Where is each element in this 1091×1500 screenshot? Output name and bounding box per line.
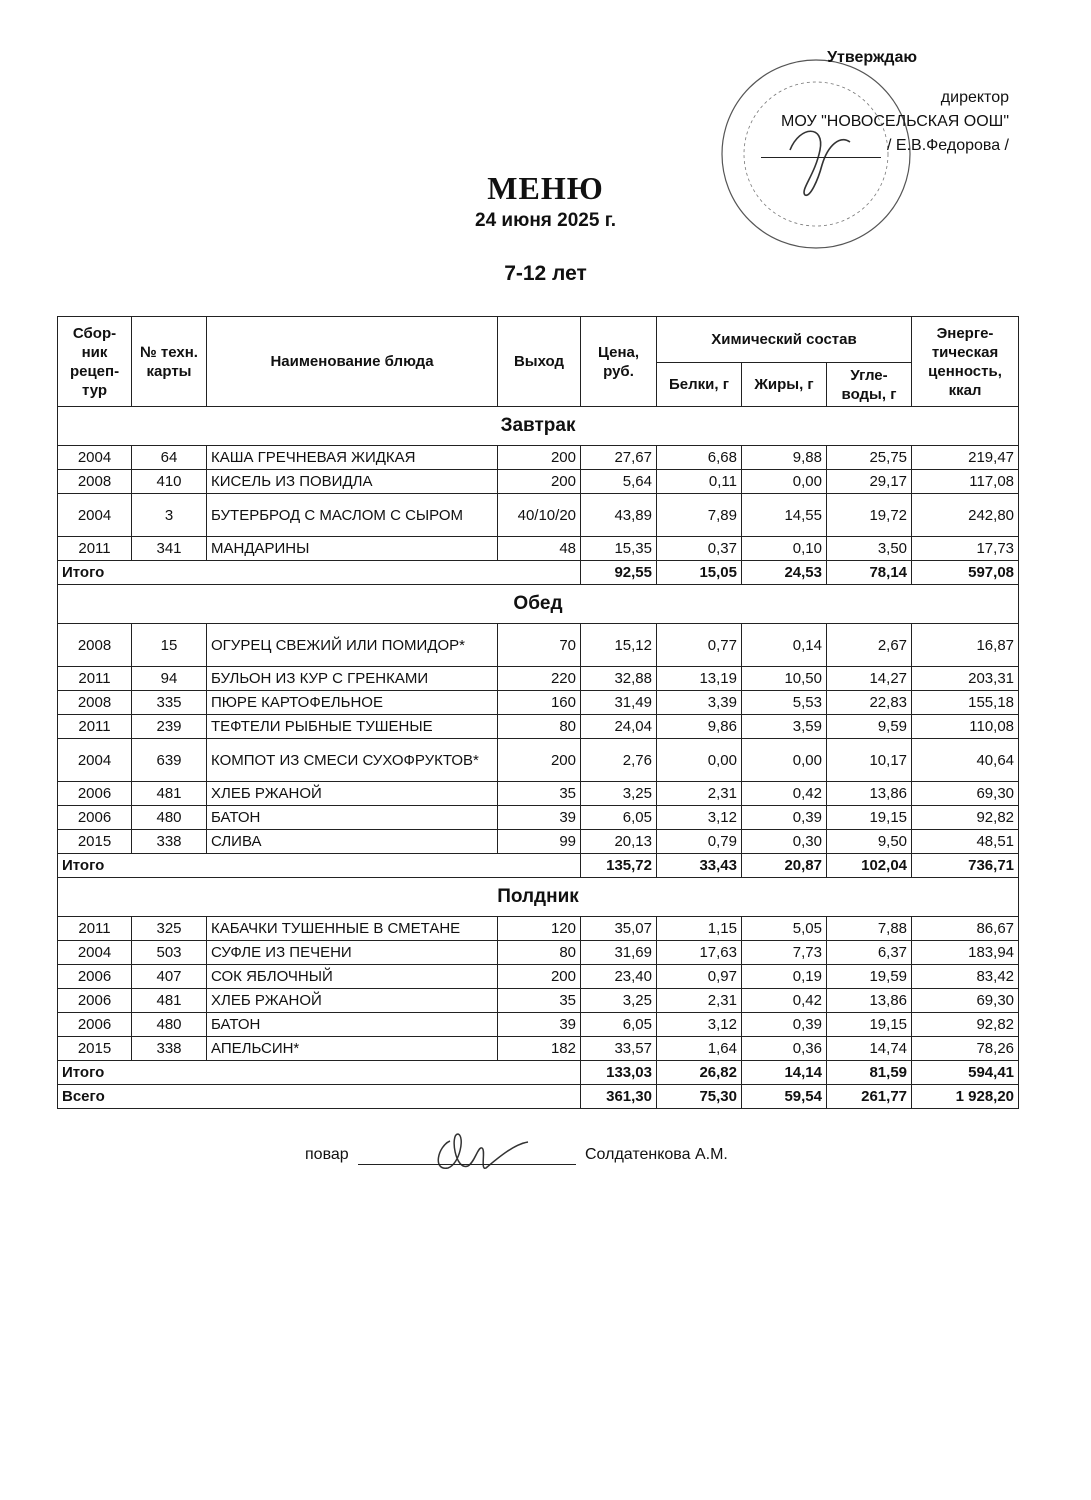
- total-fat: 14,14: [742, 1061, 827, 1085]
- cell-carbs: 6,37: [827, 941, 912, 965]
- table-row: [58, 624, 1019, 667]
- cell-collection: 2008: [58, 691, 132, 715]
- cell-collection: 2008: [58, 624, 132, 667]
- cell-energy: 110,08: [912, 715, 1019, 739]
- cell-portion: 39: [498, 1013, 581, 1037]
- col-portion: Выход: [498, 317, 581, 407]
- cell-price: 6,05: [581, 806, 657, 830]
- cell-protein: 2,31: [657, 782, 742, 806]
- cell-card: 407: [132, 965, 207, 989]
- menu-date: 24 июня 2025 г.: [475, 210, 616, 231]
- cell-card: 639: [132, 739, 207, 782]
- cell-energy: 17,73: [912, 537, 1019, 561]
- cell-carbs: 19,59: [827, 965, 912, 989]
- cell-price: 43,89: [581, 494, 657, 537]
- cell-dish: КИСЕЛЬ ИЗ ПОВИДЛА: [207, 470, 498, 494]
- cell-portion: 200: [498, 965, 581, 989]
- cell-fat: 0,42: [742, 989, 827, 1013]
- cell-collection: 2008: [58, 470, 132, 494]
- cell-protein: 7,89: [657, 494, 742, 537]
- total-energy: 594,41: [912, 1061, 1019, 1085]
- cell-portion: 80: [498, 941, 581, 965]
- cell-energy: 69,30: [912, 989, 1019, 1013]
- cell-card: 341: [132, 537, 207, 561]
- cell-protein: 13,19: [657, 667, 742, 691]
- cell-energy: 16,87: [912, 624, 1019, 667]
- table-row: [58, 715, 1019, 739]
- subtotal-label: Итого: [58, 1061, 581, 1085]
- cell-card: 15: [132, 624, 207, 667]
- cell-card: 64: [132, 446, 207, 470]
- cell-carbs: 14,27: [827, 667, 912, 691]
- cell-protein: 0,11: [657, 470, 742, 494]
- cell-dish: БУТЕРБРОД С МАСЛОМ С СЫРОМ: [207, 494, 498, 537]
- approval-signature-line: [649, 134, 1009, 158]
- cell-price: 3,25: [581, 989, 657, 1013]
- cell-collection: 2006: [58, 1013, 132, 1037]
- cell-fat: 5,53: [742, 691, 827, 715]
- cell-carbs: 13,86: [827, 989, 912, 1013]
- cell-price: 2,76: [581, 739, 657, 782]
- grand-total-row: [58, 1085, 1019, 1109]
- cell-card: 410: [132, 470, 207, 494]
- approval-organization: МОУ "НОВОСЕЛЬСКАЯ ООШ": [781, 113, 1009, 130]
- cell-energy: 155,18: [912, 691, 1019, 715]
- cell-dish: МАНДАРИНЫ: [207, 537, 498, 561]
- section-lunch: [58, 585, 1019, 878]
- cell-protein: 0,97: [657, 965, 742, 989]
- cell-card: 338: [132, 1037, 207, 1061]
- subtotal-row: [58, 1061, 1019, 1085]
- cell-carbs: 25,75: [827, 446, 912, 470]
- total-carbs: 78,14: [827, 561, 912, 585]
- cell-portion: 70: [498, 624, 581, 667]
- cook-name: Солдатенкова А.М.: [585, 1146, 728, 1163]
- cell-portion: 200: [498, 446, 581, 470]
- cell-protein: 9,86: [657, 715, 742, 739]
- cell-protein: 0,37: [657, 537, 742, 561]
- section-title: Завтрак: [58, 407, 1019, 446]
- cell-dish: БАТОН: [207, 1013, 498, 1037]
- cell-fat: 0,19: [742, 965, 827, 989]
- section-afternoon-snack: [58, 878, 1019, 1109]
- cell-fat: 0,39: [742, 1013, 827, 1037]
- cell-price: 3,25: [581, 782, 657, 806]
- cell-price: 20,13: [581, 830, 657, 854]
- cell-portion: 39: [498, 806, 581, 830]
- cell-energy: 69,30: [912, 782, 1019, 806]
- cell-energy: 83,42: [912, 965, 1019, 989]
- cell-collection: 2006: [58, 782, 132, 806]
- section-breakfast: [58, 407, 1019, 585]
- cell-protein: 3,39: [657, 691, 742, 715]
- cell-portion: 35: [498, 782, 581, 806]
- page-title: МЕНЮ: [487, 170, 604, 206]
- cell-energy: 219,47: [912, 446, 1019, 470]
- cell-protein: 3,12: [657, 1013, 742, 1037]
- col-price: Цена, руб.: [581, 317, 657, 407]
- cell-card: 338: [132, 830, 207, 854]
- section-title: Обед: [58, 585, 1019, 624]
- grand-total-energy: 1 928,20: [912, 1085, 1019, 1109]
- col-energy: Энерге-тическая ценность, ккал: [912, 317, 1019, 407]
- cell-carbs: 14,74: [827, 1037, 912, 1061]
- cell-protein: 1,64: [657, 1037, 742, 1061]
- cell-card: 325: [132, 917, 207, 941]
- subtotal-label: Итого: [58, 854, 581, 878]
- cell-carbs: 13,86: [827, 782, 912, 806]
- cell-portion: 220: [498, 667, 581, 691]
- cell-dish: ТЕФТЕЛИ РЫБНЫЕ ТУШЕНЫЕ: [207, 715, 498, 739]
- cell-energy: 92,82: [912, 806, 1019, 830]
- cell-price: 15,12: [581, 624, 657, 667]
- cell-dish: ХЛЕБ РЖАНОЙ: [207, 989, 498, 1013]
- cell-dish: СУФЛЕ ИЗ ПЕЧЕНИ: [207, 941, 498, 965]
- cell-dish: БУЛЬОН ИЗ КУР С ГРЕНКАМИ: [207, 667, 498, 691]
- table-row: [58, 965, 1019, 989]
- cell-energy: 40,64: [912, 739, 1019, 782]
- cell-portion: 80: [498, 715, 581, 739]
- cell-collection: 2011: [58, 917, 132, 941]
- section-title: Полдник: [58, 878, 1019, 917]
- total-carbs: 81,59: [827, 1061, 912, 1085]
- total-protein: 26,82: [657, 1061, 742, 1085]
- cell-fat: 0,10: [742, 537, 827, 561]
- cell-portion: 200: [498, 739, 581, 782]
- cell-energy: 183,94: [912, 941, 1019, 965]
- cell-carbs: 2,67: [827, 624, 912, 667]
- subtotal-row: [58, 854, 1019, 878]
- cell-price: 32,88: [581, 667, 657, 691]
- cell-energy: 86,67: [912, 917, 1019, 941]
- cell-card: 239: [132, 715, 207, 739]
- cell-collection: 2004: [58, 941, 132, 965]
- col-card-no: № техн. карты: [132, 317, 207, 407]
- col-protein: Белки, г: [657, 363, 742, 407]
- table-row: [58, 470, 1019, 494]
- cell-dish: АПЕЛЬСИН*: [207, 1037, 498, 1061]
- cell-dish: КАБАЧКИ ТУШЕННЫЕ В СМЕТАНЕ: [207, 917, 498, 941]
- cell-energy: 78,26: [912, 1037, 1019, 1061]
- cell-energy: 117,08: [912, 470, 1019, 494]
- cell-collection: 2004: [58, 494, 132, 537]
- cell-price: 35,07: [581, 917, 657, 941]
- col-collection: Сбор-ник рецеп-тур: [58, 317, 132, 407]
- approval-heading: Утверждаю: [827, 49, 917, 66]
- subtotal-row: [58, 561, 1019, 585]
- cell-fat: 5,05: [742, 917, 827, 941]
- cell-dish: СОК ЯБЛОЧНЫЙ: [207, 965, 498, 989]
- cell-carbs: 19,15: [827, 806, 912, 830]
- total-price: 135,72: [581, 854, 657, 878]
- cell-price: 6,05: [581, 1013, 657, 1037]
- cell-portion: 182: [498, 1037, 581, 1061]
- cell-energy: 203,31: [912, 667, 1019, 691]
- cell-dish: ПЮРЕ КАРТОФЕЛЬНОЕ: [207, 691, 498, 715]
- col-carbs: Угле-воды, г: [827, 363, 912, 407]
- table-row: [58, 782, 1019, 806]
- cell-price: 15,35: [581, 537, 657, 561]
- cell-collection: 2015: [58, 1037, 132, 1061]
- cell-price: 27,67: [581, 446, 657, 470]
- total-fat: 20,87: [742, 854, 827, 878]
- total-energy: 736,71: [912, 854, 1019, 878]
- cell-carbs: 9,59: [827, 715, 912, 739]
- cell-dish: КАША ГРЕЧНЕВАЯ ЖИДКАЯ: [207, 446, 498, 470]
- cell-dish: ХЛЕБ РЖАНОЙ: [207, 782, 498, 806]
- cell-price: 5,64: [581, 470, 657, 494]
- grand-total-price: 361,30: [581, 1085, 657, 1109]
- cell-portion: 48: [498, 537, 581, 561]
- cell-dish: СЛИВА: [207, 830, 498, 854]
- cell-collection: 2006: [58, 806, 132, 830]
- cell-price: 33,57: [581, 1037, 657, 1061]
- grand-total-carbs: 261,77: [827, 1085, 912, 1109]
- cell-portion: 200: [498, 470, 581, 494]
- cell-protein: 0,77: [657, 624, 742, 667]
- col-dish-name: Наименование блюда: [207, 317, 498, 407]
- cell-fat: 10,50: [742, 667, 827, 691]
- cell-collection: 2006: [58, 989, 132, 1013]
- cell-card: 503: [132, 941, 207, 965]
- cell-protein: 0,79: [657, 830, 742, 854]
- table-row: [58, 917, 1019, 941]
- cell-carbs: 19,15: [827, 1013, 912, 1037]
- cell-price: 24,04: [581, 715, 657, 739]
- table-row: [58, 537, 1019, 561]
- cell-portion: 99: [498, 830, 581, 854]
- cell-fat: 9,88: [742, 446, 827, 470]
- table-row: [58, 446, 1019, 470]
- cell-card: 481: [132, 782, 207, 806]
- menu-table: [57, 316, 1019, 1109]
- total-carbs: 102,04: [827, 854, 912, 878]
- cell-protein: 3,12: [657, 806, 742, 830]
- table-row: [58, 806, 1019, 830]
- cell-portion: 120: [498, 917, 581, 941]
- signature-line: [358, 1164, 576, 1165]
- approval-signatory: / Е.В.Федорова /: [887, 137, 1009, 154]
- cell-protein: 2,31: [657, 989, 742, 1013]
- cell-collection: 2004: [58, 446, 132, 470]
- cell-protein: 6,68: [657, 446, 742, 470]
- col-chemical: Химический состав: [657, 317, 912, 363]
- table-row: [58, 691, 1019, 715]
- cell-collection: 2004: [58, 739, 132, 782]
- cell-card: 3: [132, 494, 207, 537]
- cell-energy: 242,80: [912, 494, 1019, 537]
- cell-fat: 0,36: [742, 1037, 827, 1061]
- cell-carbs: 10,17: [827, 739, 912, 782]
- table-row: [58, 830, 1019, 854]
- total-energy: 597,08: [912, 561, 1019, 585]
- cook-signature: [420, 1116, 530, 1186]
- cell-carbs: 9,50: [827, 830, 912, 854]
- cell-portion: 160: [498, 691, 581, 715]
- grand-total-fat: 59,54: [742, 1085, 827, 1109]
- cell-protein: 17,63: [657, 941, 742, 965]
- cell-fat: 14,55: [742, 494, 827, 537]
- approval-position: директор: [940, 89, 1009, 106]
- cell-protein: 1,15: [657, 917, 742, 941]
- cell-fat: 0,30: [742, 830, 827, 854]
- table-row: [58, 941, 1019, 965]
- col-fat: Жиры, г: [742, 363, 827, 407]
- cell-carbs: 19,72: [827, 494, 912, 537]
- cell-collection: 2011: [58, 715, 132, 739]
- cell-fat: 0,14: [742, 624, 827, 667]
- table-row: [58, 989, 1019, 1013]
- cell-card: 480: [132, 1013, 207, 1037]
- signature-line: [761, 141, 881, 158]
- cell-carbs: 22,83: [827, 691, 912, 715]
- age-group: 7-12 лет: [504, 262, 587, 285]
- cell-fat: 0,42: [742, 782, 827, 806]
- cell-card: 480: [132, 806, 207, 830]
- cell-dish: ОГУРЕЦ СВЕЖИЙ ИЛИ ПОМИДОР*: [207, 624, 498, 667]
- cell-fat: 0,00: [742, 739, 827, 782]
- cell-collection: 2011: [58, 667, 132, 691]
- total-protein: 33,43: [657, 854, 742, 878]
- total-price: 133,03: [581, 1061, 657, 1085]
- cell-price: 31,49: [581, 691, 657, 715]
- cook-label: повар: [305, 1146, 349, 1163]
- table-row: [58, 667, 1019, 691]
- total-price: 92,55: [581, 561, 657, 585]
- total-protein: 15,05: [657, 561, 742, 585]
- cell-fat: 0,39: [742, 806, 827, 830]
- cell-collection: 2006: [58, 965, 132, 989]
- cell-card: 335: [132, 691, 207, 715]
- cell-fat: 3,59: [742, 715, 827, 739]
- cell-collection: 2015: [58, 830, 132, 854]
- cell-protein: 0,00: [657, 739, 742, 782]
- table-row: [58, 1037, 1019, 1061]
- cell-dish: КОМПОТ ИЗ СМЕСИ СУХОФРУКТОВ*: [207, 739, 498, 782]
- cell-collection: 2011: [58, 537, 132, 561]
- cell-carbs: 7,88: [827, 917, 912, 941]
- cell-portion: 35: [498, 989, 581, 1013]
- cell-price: 23,40: [581, 965, 657, 989]
- cell-energy: 92,82: [912, 1013, 1019, 1037]
- table-row: [58, 494, 1019, 537]
- cell-card: 481: [132, 989, 207, 1013]
- cell-card: 94: [132, 667, 207, 691]
- cell-dish: БАТОН: [207, 806, 498, 830]
- approval-block: [649, 46, 1009, 158]
- total-fat: 24,53: [742, 561, 827, 585]
- cell-energy: 48,51: [912, 830, 1019, 854]
- grand-total-label: Всего: [58, 1085, 581, 1109]
- table-row: [58, 739, 1019, 782]
- cell-price: 31,69: [581, 941, 657, 965]
- cell-carbs: 29,17: [827, 470, 912, 494]
- cell-carbs: 3,50: [827, 537, 912, 561]
- cell-fat: 0,00: [742, 470, 827, 494]
- subtotal-label: Итого: [58, 561, 581, 585]
- cell-portion: 40/10/20: [498, 494, 581, 537]
- grand-total-protein: 75,30: [657, 1085, 742, 1109]
- table-row: [58, 1013, 1019, 1037]
- cell-fat: 7,73: [742, 941, 827, 965]
